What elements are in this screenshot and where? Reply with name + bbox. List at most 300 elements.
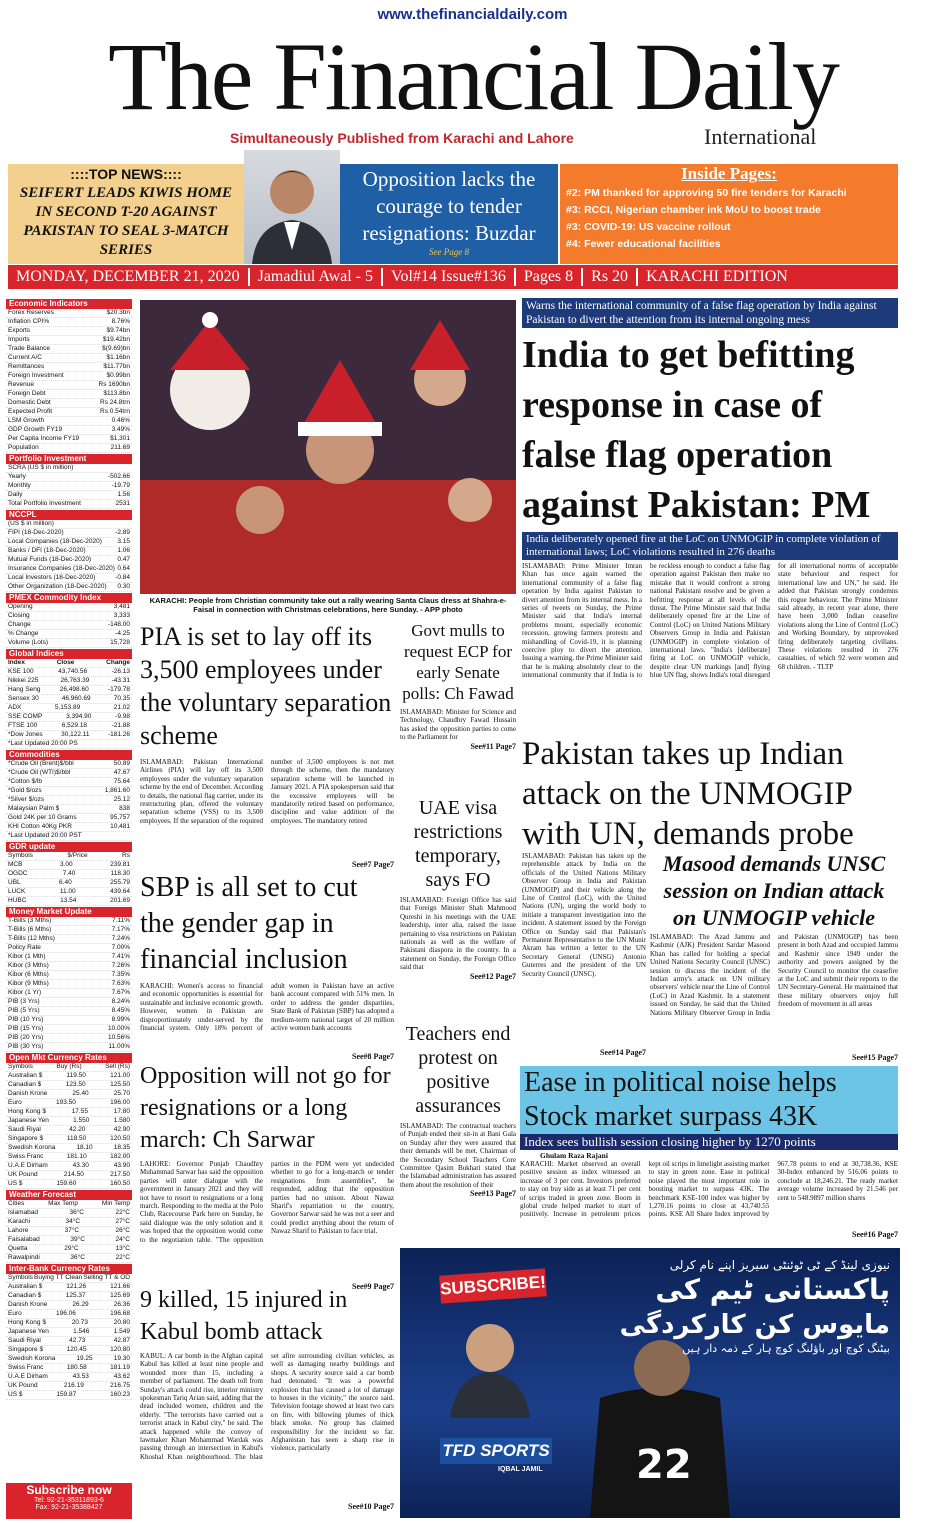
sidebar-cell: PIB (10 Yrs) <box>8 1016 44 1023</box>
sidebar-row <box>6 668 132 677</box>
page-count: Pages 8 <box>516 268 583 286</box>
photo-caption: KARACHI: People from Christian community take out a rally wearing Santa Claus dress at Shahra-e-Faisal in connection with Christmas celebrations, here Sunday. - APP photo <box>149 596 507 614</box>
subscribe-badge[interactable]: SUBSCRIBE! <box>439 1268 547 1303</box>
sidebar-cell: 0.30 <box>117 583 130 590</box>
sidebar-row <box>6 1283 132 1292</box>
stock-deck: Index sees bullish session closing higher by 1270 points <box>520 1134 898 1150</box>
sidebar-cell: Exports <box>8 327 31 334</box>
sidebar-cell: Domestic Debt <box>8 399 51 406</box>
islamic-date: Jamadiul Awal - 5 <box>250 268 383 286</box>
sidebar-cell: Hong Kong $ <box>8 1319 46 1326</box>
sidebar-row <box>6 722 132 731</box>
sidebar-row <box>6 861 132 870</box>
sidebar-cell: 239.81 <box>110 861 130 868</box>
masood-headline[interactable]: Masood demands UNSC session on Indian attack on UNMOGIP vehicle <box>662 851 886 930</box>
sidebar-cell: 118.50 <box>66 1135 87 1142</box>
sidebar-cell: 3,333 <box>113 612 130 619</box>
sidebar-section-heading: PMEX Commodity Index <box>6 593 132 603</box>
sidebar-cell: 120.50 <box>110 1135 130 1142</box>
sidebar-cell: 39°C <box>70 1236 85 1243</box>
sidebar-cell: 182.00 <box>110 1153 130 1160</box>
teachers-headline[interactable]: Teachers end protest on positive assurances <box>405 1023 511 1117</box>
urdu-line: بیٹنگ کوچ اور باؤلنگ کوچ ہار کے ذمہ دار ہیں <box>682 1342 890 1355</box>
sidebar-cell: KSE 100 <box>8 668 34 675</box>
sidebar-cell: $20.3bn <box>106 309 130 316</box>
sidebar-section-heading: Global Indices <box>6 649 132 659</box>
sidebar-row <box>6 704 132 713</box>
sidebar-row <box>6 935 132 944</box>
sidebar-row <box>6 888 132 897</box>
sidebar-row <box>6 1301 132 1310</box>
sidebar-cell: $11.77bn <box>103 363 130 370</box>
sidebar-cell: 181.19 <box>110 1364 130 1371</box>
unmogip-headline[interactable]: Pakistan takes up Indian attack on the UNMOGIP with UN, demands probe <box>522 736 854 852</box>
sidebar-cell: 7.26% <box>111 962 130 969</box>
sidebar-section-heading: Portfolio Investment <box>6 454 132 464</box>
sidebar-cell: UK Pound <box>8 1382 38 1389</box>
sidebar-cell: 20.80 <box>113 1319 130 1326</box>
sidebar-cell: Total Portfolio Investment <box>8 500 81 507</box>
sidebar-cell: *Crude Oil (Brent)$/bbl <box>8 760 74 767</box>
sidebar-row <box>6 852 132 861</box>
sidebar-row <box>6 1034 132 1043</box>
sidebar-cell: 26.36 <box>113 1301 130 1308</box>
sidebar-row <box>6 998 132 1007</box>
sidebar-section-heading: GDR update <box>6 842 132 852</box>
sidebar-row <box>6 1328 132 1337</box>
sidebar-cell: SCRA (US $ in million) <box>8 464 74 471</box>
stock-byline: Ghulam Raza Rajani <box>540 1151 608 1160</box>
sidebar-cell: 181.10 <box>66 1153 87 1160</box>
masood-continued[interactable]: See#15 Page7 <box>852 1053 898 1062</box>
masood-body: ISLAMABAD: The Azad Jammu and Kashmir (AJK) President Sardar Masood Khan has called for holding a special United Nations Security Council (UNSC) session to discuss the incident of the Indian army's attack on UN military observers' vehicle near the Line of Control (LoC) in Azad Kashmir. In a statement issued on Sunday, he said that the United Nations Military Observer Group in India and Pakistan (UNMOGIP) has been present in both Azad and occupied Jammu and Kashmir since 1949 under the authority and powers assigned by the Security Council to monitor the ceasefire at the LoC and submit their reports to the UN Secretary-General. He maintained that these military observers enjoy full freedom of movement in all areas <box>650 933 898 1017</box>
sidebar-cell: 42.73 <box>69 1337 86 1344</box>
inside-pages-box <box>560 164 898 264</box>
sidebar-row <box>6 520 132 529</box>
sidebar-cell: 123.50 <box>65 1081 86 1088</box>
sidebar-row <box>6 426 132 435</box>
sidebar-cell: 3,394.90 <box>66 713 92 720</box>
sidebar-cell: FIPI (18-Dec-2020) <box>8 529 64 536</box>
sidebar-cell: 125.37 <box>65 1292 86 1299</box>
sidebar-cell: 42.90 <box>113 1126 130 1133</box>
sidebar-cell: Australian $ <box>8 1072 43 1079</box>
sidebar-cell: 160.23 <box>110 1391 130 1398</box>
sidebar-cell: Islamabad <box>8 1209 38 1216</box>
sidebar-row <box>6 583 132 592</box>
subscribe-tel: Tel: 92-21-35311893-6 <box>34 1497 104 1504</box>
sidebar-row <box>6 482 132 491</box>
sidebar-row <box>6 1319 132 1328</box>
sidebar-cell: Japanese Yen <box>8 1117 49 1124</box>
uae-continued[interactable]: See#12 Page7 <box>470 971 516 981</box>
sidebar-cell: $0.99bn <box>106 372 130 379</box>
sidebar-cell: 43.53 <box>72 1373 89 1380</box>
sidebar-row <box>6 1355 132 1364</box>
sidebar-cell: Yearly <box>8 473 26 480</box>
sidebar-cell: Swiss Franc <box>8 1364 44 1371</box>
sidebar-row <box>6 1180 132 1189</box>
sidebar-cell: 8.76% <box>111 318 130 325</box>
sidebar-row <box>6 677 132 686</box>
sidebar-cell: 26°C <box>115 1227 130 1234</box>
urdu-ad-text <box>600 1258 890 1355</box>
sidebar-cell: 8.24% <box>111 998 130 1005</box>
sidebar-cell: 22°C <box>115 1209 130 1216</box>
lead-teaser-see-page: See Page 8 <box>429 247 469 257</box>
sidebar-cell: Population <box>8 444 39 451</box>
unmogip-continued[interactable]: See#14 Page7 <box>600 1048 646 1057</box>
sidebar-cell: $9.74bn <box>106 327 130 334</box>
sidebar-cell: 7.17% <box>111 926 130 933</box>
sidebar-cell: Kibor (6 Mths) <box>8 971 49 978</box>
masthead-title: The Financial Daily <box>108 23 838 130</box>
sidebar-cell: Rs <box>122 852 130 859</box>
masthead-subtitle: Simultaneously Published from Karachi and Lahore <box>230 130 574 146</box>
sidebar-cell: 120.80 <box>110 1346 130 1353</box>
ecp-body: ISLAMABAD: Minister for Science and Technology, Chaudhry Fawad Hussain has asked the opposition parties to come to the Parliament for <box>400 708 516 742</box>
sarwar-story[interactable] <box>140 1060 394 1291</box>
sidebar-row <box>6 778 132 787</box>
tfd-sports-logo: TFD SPORTS <box>440 1438 552 1464</box>
sidebar-cell: 7.63% <box>111 980 130 987</box>
sidebar-cell: MCB <box>8 861 23 868</box>
sidebar-row <box>6 1209 132 1218</box>
sidebar-row <box>6 1218 132 1227</box>
subscribe-box[interactable] <box>6 1483 132 1519</box>
stock-continued[interactable]: See#16 Page7 <box>852 1230 898 1239</box>
sidebar-row <box>6 944 132 953</box>
sidebar-row <box>6 953 132 962</box>
sidebar-row <box>6 917 132 926</box>
sidebar-cell: 25.12 <box>113 796 130 803</box>
sidebar-cell: 214.50 <box>63 1171 84 1178</box>
sidebar-cell: Swedish Korona <box>8 1144 56 1151</box>
uae-headline[interactable]: UAE visa restrictions temporary, says FO <box>413 797 503 891</box>
svg-text:22: 22 <box>636 1442 692 1488</box>
sidebar-cell: 36°C <box>70 1254 85 1261</box>
sidebar-cell: *Last Updated 20:00 PST <box>8 832 82 839</box>
sidebar-cell: 125.50 <box>110 1081 130 1088</box>
sidebar-cell: Hang Seng <box>8 686 41 693</box>
sidebar-cell: 2531 <box>115 500 130 507</box>
sidebar-cell: Current A/C <box>8 354 42 361</box>
sidebar-cell: PIB (20 Yrs) <box>8 1034 44 1041</box>
sidebar-row <box>6 345 132 354</box>
sidebar-cell: 216.75 <box>110 1382 130 1389</box>
sidebar-cell: $19.42bn <box>102 336 130 343</box>
sidebar-cell: 11.00% <box>108 1043 130 1050</box>
sidebar-cell: Sell (Rs) <box>105 1063 130 1070</box>
india-deck: India deliberately opened fire at the LoC on UNMOGIP in complete violation of international laws; LoC violations resulted in 276 deaths <box>522 532 898 560</box>
sidebar-cell: ADX <box>8 704 22 711</box>
sidebar-row <box>6 1099 132 1108</box>
sidebar-section-heading: Economic Indicators <box>6 299 132 309</box>
sidebar-cell: Sensex 30 <box>8 695 39 702</box>
sidebar-row <box>6 547 132 556</box>
sidebar-row <box>6 1274 132 1283</box>
sidebar-cell: PIB (5 Yrs) <box>8 1007 40 1014</box>
stock-story[interactable] <box>520 1066 898 1239</box>
sidebar-cell: -2.89 <box>115 529 130 536</box>
sidebar-row <box>6 814 132 823</box>
lead-teaser-headline[interactable]: Opposition lacks the courage to tender resignations: Buzdar <box>362 167 536 245</box>
stock-headline[interactable]: Ease in political noise helps Stock market surpass 43K <box>520 1066 898 1134</box>
sidebar-cell: $/Price <box>67 852 88 859</box>
sidebar-cell: -21.88 <box>111 722 130 729</box>
inside-item[interactable]: #3: COVID-19: US vaccine rollout <box>566 221 731 233</box>
sidebar-cell: UBL <box>8 879 21 886</box>
unmogip-body-wrap <box>522 852 646 1057</box>
sidebar-cell: Revenue <box>8 381 35 388</box>
inside-item[interactable]: #4: Fewer educational facilities <box>566 238 721 250</box>
ecp-story[interactable] <box>400 620 516 751</box>
sidebar-cell: 24°C <box>115 1236 130 1243</box>
sidebar-cell: 217.50 <box>110 1171 130 1178</box>
sidebar-cell: 1.56 <box>117 491 130 498</box>
inside-pages-heading: Inside Pages: <box>681 164 777 183</box>
sidebar-cell: U.A.E Dirham <box>8 1162 48 1169</box>
sbp-body: KARACHI: Women's access to financial and economic opportunities is essential for sustainable and inclusive economic growth. However, women in Pakistan are disproportionately under-served by the financial system. Only 18% percent of adult women in Pakistan have an active bank account compared with 51% men. In order to address the gender disparities, State Bank of Pakistan (SBP) has adopted a medium-term national target of 20 million active women bank accounts <box>140 982 394 1033</box>
sidebar-row <box>6 731 132 740</box>
sidebar-cell: 75.64 <box>113 778 130 785</box>
sidebar-cell: -19.79 <box>111 482 130 489</box>
sidebar-cell: -43.31 <box>111 677 130 684</box>
sidebar-cell: Malaysian Palm $ <box>8 805 60 812</box>
sidebar-row <box>6 1382 132 1391</box>
market-sidebar <box>6 298 132 1400</box>
sidebar-cell: Min Temp <box>101 1200 130 1207</box>
sidebar-cell: 7.41% <box>111 953 130 960</box>
sidebar-row <box>6 621 132 630</box>
sidebar-cell: Euro <box>8 1099 22 1106</box>
sidebar-cell: Quetta <box>8 1245 28 1252</box>
sidebar-row <box>6 529 132 538</box>
price: Rs 20 <box>583 268 638 286</box>
sidebar-cell: 211.69 <box>110 444 130 451</box>
sidebar-cell: 119.50 <box>66 1072 86 1079</box>
sidebar-header-row <box>6 659 132 668</box>
sidebar-cell: Local Investors (18-Dec-2020) <box>8 574 96 581</box>
sidebar-cell: 3,481 <box>113 603 130 610</box>
sidebar-cell: Symbols <box>8 1063 33 1070</box>
sidebar-cell: Rs 24.8trn <box>100 399 130 406</box>
sarwar-headline[interactable]: Opposition will not go for resignations or a long march: Ch Sarwar <box>140 1063 391 1153</box>
sidebar-section-heading: Weather Forecast <box>6 1190 132 1200</box>
sidebar-row <box>6 354 132 363</box>
sidebar-row <box>6 713 132 722</box>
top-news-box <box>8 164 244 264</box>
ecp-headline[interactable]: Govt mulls to request ECP for early Senate polls: Ch Fawad <box>402 621 514 703</box>
inside-item[interactable]: #3: RCCI, Nigerian chamber ink MoU to boost trade <box>566 204 821 216</box>
sidebar-row <box>6 1025 132 1034</box>
sidebar-cell: 43.90 <box>113 1162 130 1169</box>
sidebar-row <box>6 318 132 327</box>
sidebar-cell: PIB (30 Yrs) <box>8 1043 44 1050</box>
sidebar-col-header: Change <box>106 659 130 666</box>
sidebar-row <box>6 538 132 547</box>
sidebar-cell: 8.45% <box>111 1007 130 1014</box>
sidebar-cell: 118.30 <box>110 870 130 877</box>
sidebar-row <box>6 980 132 989</box>
sidebar-row <box>6 1245 132 1254</box>
sidebar-cell: Lahore <box>8 1227 29 1234</box>
sidebar-cell: Cities <box>8 1200 25 1207</box>
india-body: ISLAMABAD: Prime Minister Imran Khan has once again warned the international community of a false flag operation by India against Pakistan to divert attention from its internal mess. In a series of tweets on Sunday, the Prime Minister said that India's internal problems mount, especially economic recession, growing farmers protests and mishandling of Covid-19, it is planning coercive ploy to divert the attention. Issuing a warning, the Prime Minister said that he is making absolutely clear to the international community that if India is to be reckless enough to conduct a false flag operation against Pakistan then make no mistake that it would confront a strong national Pakistani resolve and be given a befitting response at all levels of the threat. The Prime Minister said that India deliberately opened fire at the Line of Control (LoC) on United Nations Military Observers Group in India and Pakistan (UNMOGIP) in complete violation of international laws. "India's [deliberate] firing at LoC on UNMOGIP vehicle, despite clear UN markings [and] flying blue UN flag, shows India's total disregard for all international norms of acceptable state behaviour and respect for international law and UN," he said. He added that Pakistan strongly condemns this rogue behaviour. The Prime Minister said already, in recent year alone, there have been 3,000 Indian ceasefire violations along the Line of Control (LoC) and Working Boundary, by unprovoked firing deliberately targeting civilians. These violations resulted in 276 casualties, of which 92 were women and 68 children. - TLTP <box>522 562 898 680</box>
sidebar-row <box>6 1007 132 1016</box>
sidebar-cell: U.A.E Dirham <box>8 1373 48 1380</box>
sidebar-section-heading: Inter-Bank Currency Rates <box>6 1264 132 1274</box>
sidebar-cell: 50.89 <box>113 760 130 767</box>
sidebar-cell: % Change <box>8 630 39 637</box>
sidebar-row <box>6 1364 132 1373</box>
sidebar-row <box>6 1346 132 1355</box>
sidebar-cell: US $ <box>8 1180 23 1187</box>
sidebar-col-header: Index <box>8 659 25 666</box>
sidebar-cell: 10.56% <box>107 1034 130 1041</box>
subscribe-title[interactable]: Subscribe now <box>26 1483 112 1497</box>
india-kicker: Warns the international community of a false flag operation by India against Pakistan to divert the attention from its internal ongoing mess <box>522 298 898 328</box>
sidebar-cell: *Silver $/ozs <box>8 796 45 803</box>
sidebar-cell: Opening <box>8 603 33 610</box>
sidebar-cell: LSM Growth <box>8 417 45 424</box>
sidebar-row <box>6 574 132 583</box>
sidebar-row <box>6 1135 132 1144</box>
india-headline[interactable]: India to get befitting response in case of false flag operation against Pakistan: PM <box>522 334 871 526</box>
sidebar-cell: Forex Reserves <box>8 309 54 316</box>
site-url[interactable]: www.thefinancialdaily.com <box>377 6 568 23</box>
kabul-story[interactable] <box>140 1284 394 1511</box>
sidebar-cell: Rs 1690bn <box>98 381 130 388</box>
ecp-continued[interactable]: See#11 Page7 <box>470 741 516 751</box>
sidebar-row <box>6 1391 132 1400</box>
sidebar-cell: Policy Rate <box>8 944 41 951</box>
sidebar-cell: Expected Profit <box>8 408 53 415</box>
sidebar-cell: 95,757 <box>110 814 130 821</box>
sidebar-cell: 1.546 <box>73 1328 90 1335</box>
sidebar-section-heading: Open Mkt Currency Rates <box>6 1053 132 1063</box>
sbp-continued[interactable]: See#8 Page7 <box>352 1052 394 1061</box>
sidebar-row <box>6 491 132 500</box>
sidebar-row <box>6 1236 132 1245</box>
kabul-headline[interactable]: 9 killed, 15 injured in Kabul bomb attack <box>140 1287 348 1345</box>
sidebar-row <box>6 500 132 509</box>
sidebar-cell: -4.25 <box>115 630 130 637</box>
date: MONDAY, DECEMBER 21, 2020 <box>8 268 250 286</box>
sidebar-cell: 42.20 <box>69 1126 86 1133</box>
sidebar-cell: 121.66 <box>110 1283 130 1290</box>
sidebar-cell: US $ <box>8 1391 23 1398</box>
pia-story[interactable] <box>140 620 394 869</box>
volume-issue: Vol#14 Issue#136 <box>383 268 516 286</box>
sidebar-row <box>6 408 132 417</box>
unmogip-story[interactable] <box>522 734 898 854</box>
sidebar-cell: 120.45 <box>66 1346 87 1353</box>
sidebar-cell: $1.16bn <box>106 354 130 361</box>
india-story[interactable] <box>522 298 898 738</box>
sidebar-cell: 121.26 <box>66 1283 87 1290</box>
sidebar-row <box>6 473 132 482</box>
sidebar-cell: Remittances <box>8 363 45 370</box>
sidebar-cell: 1.580 <box>113 1117 130 1124</box>
sidebar-cell: Saudi Riyal <box>8 1126 41 1133</box>
uae-story[interactable] <box>400 796 516 981</box>
sidebar-row <box>6 444 132 453</box>
sidebar-cell: 37°C <box>64 1227 80 1234</box>
sidebar-row <box>6 1117 132 1126</box>
sidebar-cell: Volume (Lots) <box>8 639 49 646</box>
sidebar-cell: Daily <box>8 491 23 498</box>
sidebar-cell: Buying TT Clean <box>34 1274 83 1281</box>
sidebar-cell: Symbols <box>8 852 33 859</box>
sidebar-row <box>6 1063 132 1072</box>
sidebar-cell: 7.24% <box>111 935 130 942</box>
sbp-headline[interactable]: SBP is all set to cut the gender gap in financial inclusion <box>140 872 358 975</box>
sidebar-cell: T-Bills (6 Mths) <box>8 926 52 933</box>
inside-pages-list <box>560 184 898 253</box>
urdu-line: مایوس کن کارکردگی <box>619 1310 890 1340</box>
sidebar-cell: -179.78 <box>107 686 130 693</box>
pia-headline[interactable]: PIA is set to lay off its 3,500 employees under the voluntary separation scheme <box>140 622 392 750</box>
masood-story[interactable] <box>650 850 898 1062</box>
sidebar-row <box>6 1016 132 1025</box>
sidebar-row <box>6 1373 132 1382</box>
sidebar-cell: 18.10 <box>76 1144 93 1151</box>
sidebar-cell: Banks / DFI (18-Dec-2020) <box>8 547 86 554</box>
sidebar-cell: T-Bills (3 Mths) <box>8 917 52 924</box>
sidebar-cell: Japanese Yen <box>8 1328 49 1335</box>
sidebar-cell: Per Capita Income FY19 <box>8 435 80 442</box>
teachers-story[interactable] <box>400 1022 516 1198</box>
sidebar-cell: 25.40 <box>72 1090 89 1097</box>
inside-item[interactable]: #2: PM thanked for approving 50 fire tenders for Karachi <box>566 187 847 199</box>
sidebar-cell: Selling TT & OD <box>83 1274 130 1281</box>
sidebar-cell: Imports <box>8 336 30 343</box>
sidebar-cell: Nikkei 225 <box>8 677 39 684</box>
sidebar-cell: Trade Balance <box>8 345 51 352</box>
sidebar-row <box>6 1162 132 1171</box>
lead-teaser[interactable] <box>340 164 558 264</box>
sidebar-cell: Rawalpindi <box>8 1254 40 1261</box>
sidebar-cell: Kibor (3 Mths) <box>8 962 49 969</box>
sidebar-cell: 1.06 <box>117 547 130 554</box>
sidebar-col-header: Close <box>56 659 75 666</box>
sidebar-cell: 216.19 <box>63 1382 84 1389</box>
sidebar-cell: T-Bills (12 Mths) <box>8 935 55 942</box>
sidebar-cell: *Gold $/ozs <box>8 787 42 794</box>
sidebar-row <box>6 870 132 879</box>
sidebar-row <box>6 565 132 574</box>
sidebar-cell: 27°C <box>115 1218 130 1225</box>
sidebar-row <box>6 926 132 935</box>
sidebar-row <box>6 639 132 648</box>
kabul-continued[interactable]: See#10 Page7 <box>348 1502 394 1511</box>
sidebar-cell: GDP Growth FY19 <box>8 426 63 433</box>
sidebar-cell: 3.15 <box>117 538 130 545</box>
sidebar-cell: Danish Krone <box>8 1301 48 1308</box>
sidebar-cell: *Last Updated 20:00 PS <box>8 740 78 747</box>
sidebar-row <box>6 989 132 998</box>
sbp-story[interactable] <box>140 870 394 1061</box>
sidebar-cell: 6,529.18 <box>61 722 88 729</box>
sarwar-continued[interactable]: See#9 Page7 <box>352 1282 394 1291</box>
pia-continued[interactable]: See#7 Page7 <box>352 860 394 869</box>
sidebar-row <box>6 1200 132 1209</box>
sidebar-cell: 6.40 <box>59 879 72 886</box>
sidebar-cell: FTSE 100 <box>8 722 38 729</box>
sidebar-cell: 196.00 <box>110 1099 130 1106</box>
teachers-continued[interactable]: See#13 Page7 <box>470 1189 516 1199</box>
